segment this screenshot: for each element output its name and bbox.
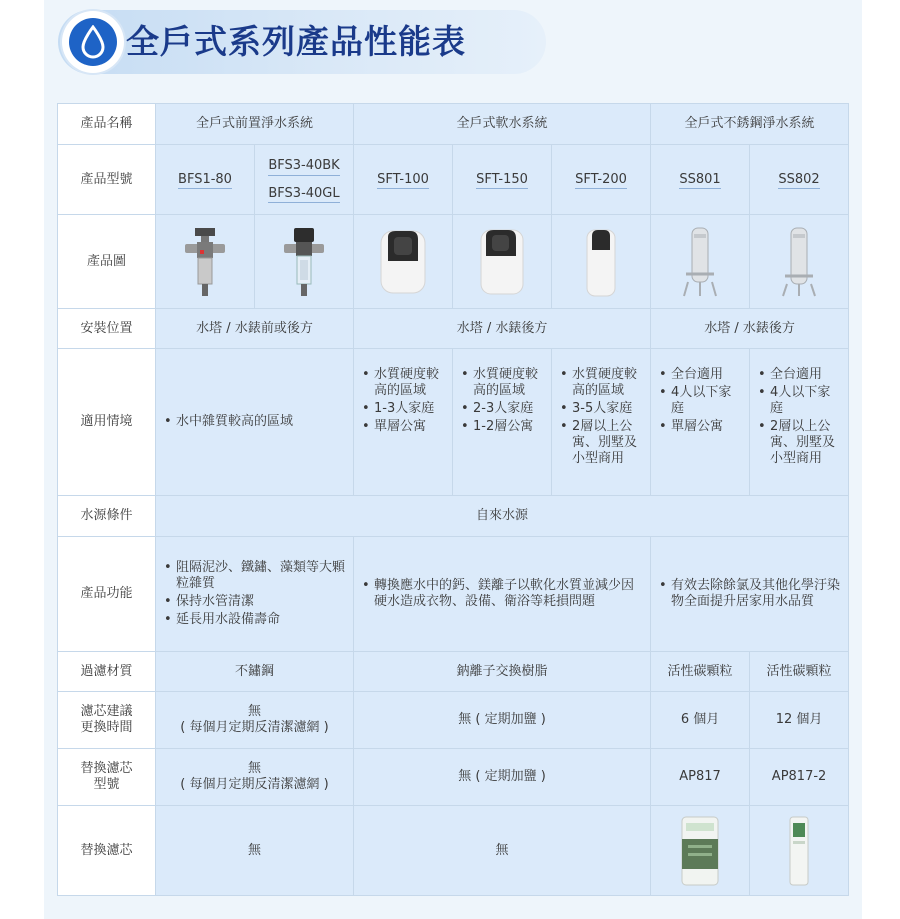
product-image-sft-150[interactable] (478, 226, 526, 298)
cartridge-model-pre (156, 749, 354, 806)
list-item: • 4人以下家庭 (758, 385, 840, 417)
product-image-ss801[interactable] (680, 226, 720, 298)
row-label-function: 產品功能 (58, 537, 156, 652)
material-ss802: 活性碳顆粒 (750, 652, 849, 692)
material-pre: 不鏽鋼 (156, 652, 354, 692)
row-label-interval-line2: 更換時間 (80, 720, 133, 735)
model-cell-sft-200 (552, 145, 651, 215)
row-label-interval (58, 692, 156, 749)
row-install (58, 309, 900, 349)
interval-pre-main: 無 (248, 704, 262, 719)
list-item: • 水質硬度較高的區域 (362, 367, 444, 399)
row-label-cartridge-model-line1: 替換濾芯 (80, 761, 133, 776)
page-title: 全戶式系列產品性能表 (126, 22, 466, 61)
cartridge-model-pre-note: ( 每個月定期反清潔濾網 ) (180, 777, 329, 792)
model-bfs3-40bk[interactable]: BFS3-40BK (268, 158, 339, 176)
interval-soft: 無 ( 定期加鹽 ) (354, 692, 651, 749)
image-cell-ss801 (651, 215, 750, 309)
interval-pre-note: ( 每個月定期反清潔濾網 ) (180, 720, 329, 735)
list-item: • 有效去除餘氯及其他化學汙染物全面提升居家用水品質 (659, 578, 840, 610)
product-image-sft-100[interactable] (378, 227, 428, 297)
usage-ss802 (750, 349, 849, 496)
model-sft-150[interactable]: SFT-150 (476, 171, 528, 187)
row-cartridge-model (58, 749, 900, 806)
series-pre-filter: 全戶式前置淨水系統 (156, 104, 354, 145)
model-ss802[interactable]: SS802 (778, 171, 820, 187)
cartridge-image-ap817-2[interactable] (787, 815, 811, 887)
cartridge-soft: 無 (354, 806, 651, 896)
install-soft: 水塔 / 水錶後方 (354, 309, 651, 349)
series-softener: 全戶式軟水系統 (354, 104, 651, 145)
row-product-name (58, 104, 900, 145)
list-item: • 1-2層公寓 (461, 419, 543, 435)
row-material (58, 652, 900, 692)
cartridge-image-ap817[interactable] (678, 815, 722, 887)
list-item: • 2層以上公寓、別墅及小型商用 (560, 419, 642, 467)
cartridge-image-cell-ss802 (750, 806, 849, 896)
row-usage (58, 349, 900, 496)
list-item: • 1-3人家庭 (362, 401, 444, 417)
model-cell-sft-150 (453, 145, 552, 215)
list-item: • 水質硬度較高的區域 (461, 367, 543, 399)
list-item: • 轉換應水中的鈣、鎂離子以軟化水質並減少因硬水造成衣物、設備、衛浴等耗損問題 (362, 578, 642, 610)
product-image-sft-200[interactable] (584, 226, 618, 298)
interval-ss801: 6 個月 (651, 692, 750, 749)
product-image-ss802[interactable] (779, 226, 819, 298)
row-label-interval-line1: 濾芯建議 (80, 704, 133, 719)
list-item: • 4人以下家庭 (659, 385, 741, 417)
model-cell-ss801 (651, 145, 750, 215)
product-image-bfs1-80[interactable] (185, 226, 225, 298)
row-label-install: 安裝位置 (58, 309, 156, 349)
install-pre: 水塔 / 水錶前或後方 (156, 309, 354, 349)
row-label-usage: 適用情境 (58, 349, 156, 496)
usage-sft-150 (453, 349, 552, 496)
image-cell-bfs1-80 (156, 215, 255, 309)
model-cell-bfs1-80 (156, 145, 255, 215)
function-ss (651, 537, 849, 652)
model-ss801[interactable]: SS801 (679, 171, 721, 187)
cartridge-image-cell-ss801 (651, 806, 750, 896)
usage-sft-200 (552, 349, 651, 496)
model-cell-sft-100 (354, 145, 453, 215)
image-cell-ss802 (750, 215, 849, 309)
usage-pre (156, 349, 354, 496)
image-cell-bfs3-40 (255, 215, 354, 309)
usage-sft-100 (354, 349, 453, 496)
row-label-cartridge-model-line2: 型號 (93, 777, 120, 792)
model-sft-100[interactable]: SFT-100 (377, 171, 429, 187)
row-label-image: 產品圖 (58, 215, 156, 309)
water-source-value: 自來水源 (156, 496, 849, 537)
list-item: • 阻隔泥沙、鐵鏽、藻類等大顆粒雜質 (164, 560, 345, 592)
material-soft: 鈉離子交換樹脂 (354, 652, 651, 692)
row-label-cartridge: 替換濾芯 (58, 806, 156, 896)
material-ss801: 活性碳顆粒 (651, 652, 750, 692)
image-cell-sft-100 (354, 215, 453, 309)
cartridge-pre: 無 (156, 806, 354, 896)
function-soft (354, 537, 651, 652)
list-item: • 全台適用 (758, 367, 840, 383)
row-cartridge (58, 806, 900, 896)
image-cell-sft-150 (453, 215, 552, 309)
row-model (58, 145, 900, 215)
series-stainless: 全戶式不銹鋼淨水系統 (651, 104, 849, 145)
model-bfs1-80[interactable]: BFS1-80 (178, 171, 232, 187)
install-ss: 水塔 / 水錶後方 (651, 309, 849, 349)
list-item: • 全台適用 (659, 367, 741, 383)
row-label-source: 水源條件 (58, 496, 156, 537)
list-item: • 單層公寓 (362, 419, 444, 435)
function-pre (156, 537, 354, 652)
interval-pre (156, 692, 354, 749)
list-item: • 3-5人家庭 (560, 401, 642, 417)
list-item: • 保持水管清潔 (164, 594, 345, 610)
model-cell-ss802 (750, 145, 849, 215)
row-water-source (58, 496, 900, 537)
list-item: • 2層以上公寓、別墅及小型商用 (758, 419, 840, 467)
list-item: • 水質硬度較高的區域 (560, 367, 642, 399)
row-label-material: 過濾材質 (58, 652, 156, 692)
row-label-product-name: 產品名稱 (58, 104, 156, 145)
image-cell-sft-200 (552, 215, 651, 309)
cartridge-model-ss802: AP817-2 (750, 749, 849, 806)
row-product-image (58, 215, 900, 309)
model-sft-200[interactable]: SFT-200 (575, 171, 627, 187)
row-function (58, 537, 900, 652)
row-interval (58, 692, 900, 749)
usage-ss801 (651, 349, 750, 496)
list-item: • 延長用水設備壽命 (164, 612, 345, 628)
interval-ss802: 12 個月 (750, 692, 849, 749)
water-drop-icon (69, 18, 117, 66)
cartridge-model-pre-main: 無 (248, 761, 262, 776)
row-label-model: 產品型號 (58, 145, 156, 215)
cartridge-model-soft: 無 ( 定期加鹽 ) (354, 749, 651, 806)
list-item: • 2-3人家庭 (461, 401, 543, 417)
row-label-cartridge-model (58, 749, 156, 806)
water-drop-badge (62, 11, 124, 73)
list-item: • 單層公寓 (659, 419, 741, 435)
spec-table (57, 103, 900, 896)
product-image-bfs3-40[interactable] (284, 226, 324, 298)
model-bfs3-40gl[interactable]: BFS3-40GL (268, 185, 340, 201)
cartridge-model-ss801: AP817 (651, 749, 750, 806)
model-cell-bfs3-40 (255, 145, 354, 215)
list-item: • 水中雜質較高的區域 (164, 414, 345, 430)
